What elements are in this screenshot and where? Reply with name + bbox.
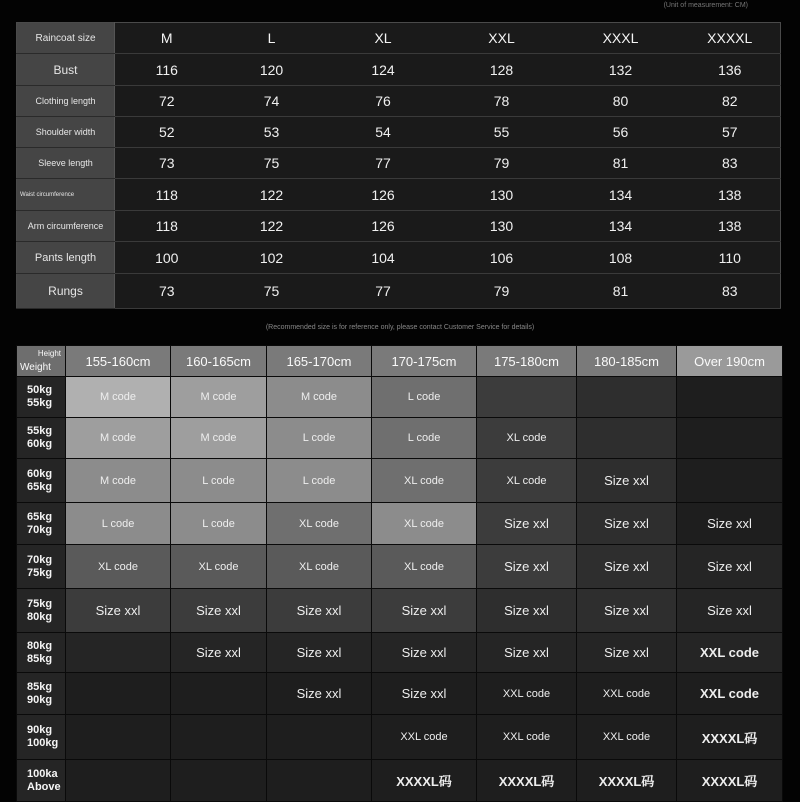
height-col-header: 165-170cm xyxy=(267,346,372,377)
weight-range-label xyxy=(17,545,66,589)
size-value-cell: 106 xyxy=(442,242,562,274)
size-value-cell: 82 xyxy=(680,86,781,117)
size-value-cell: 72 xyxy=(115,86,219,117)
size-value-cell: 81 xyxy=(562,148,680,179)
size-row xyxy=(17,242,781,274)
size-recommendation-cell: XL code xyxy=(477,418,577,459)
size-row xyxy=(17,117,781,148)
size-value-cell: 57 xyxy=(680,117,781,148)
weight-row xyxy=(17,503,783,545)
size-value-cell: 75 xyxy=(219,274,325,309)
size-recommendation-cell: M code xyxy=(171,377,267,418)
size-value-cell: 100 xyxy=(115,242,219,274)
size-recommendation-cell: XL code xyxy=(66,545,171,589)
size-recommendation-table xyxy=(16,345,783,802)
height-header-row xyxy=(17,346,783,377)
size-header-row xyxy=(17,23,781,54)
size-row-label: Pants length xyxy=(17,242,115,274)
size-recommendation-cell: L code xyxy=(372,418,477,459)
size-recommendation-cell xyxy=(677,418,783,459)
size-recommendation-cell xyxy=(171,715,267,760)
size-recommendation-cell: Size xxl xyxy=(372,589,477,633)
size-row xyxy=(17,86,781,117)
unit-note: (Unit of measurement: CM) xyxy=(663,2,748,9)
size-value-cell: 118 xyxy=(115,179,219,211)
size-value-cell: 138 xyxy=(680,179,781,211)
size-value-cell: 79 xyxy=(442,148,562,179)
size-recommendation-cell: XL code xyxy=(372,545,477,589)
weight-range-label xyxy=(17,760,66,802)
size-recommendation-cell xyxy=(267,715,372,760)
weight-row xyxy=(17,418,783,459)
size-recommendation-cell: XXL code xyxy=(677,673,783,715)
weight-row xyxy=(17,760,783,802)
size-row-label: Sleeve length xyxy=(17,148,115,179)
size-recommendation-cell: Size xxl xyxy=(477,589,577,633)
size-recommendation-cell: XL code xyxy=(372,503,477,545)
size-recommendation-cell: XL code xyxy=(372,459,477,503)
size-value-cell: 118 xyxy=(115,211,219,242)
size-recommendation-cell: Size xxl xyxy=(267,589,372,633)
size-col-header: XXXXL xyxy=(680,23,781,54)
size-recommendation-cell: XXL code xyxy=(677,633,783,673)
size-recommendation-cell: M code xyxy=(66,377,171,418)
weight-range-label xyxy=(17,673,66,715)
size-row xyxy=(17,179,781,211)
size-value-cell: 132 xyxy=(562,54,680,86)
weight-from: 55kg xyxy=(27,425,53,437)
weight-from: 70kg xyxy=(27,553,53,566)
weight-row xyxy=(17,633,783,673)
weight-to: 85kg xyxy=(27,652,53,665)
size-value-cell: 83 xyxy=(680,148,781,179)
size-recommendation-cell: XL code xyxy=(171,545,267,589)
size-value-cell: 73 xyxy=(115,148,219,179)
weight-range-label xyxy=(17,715,66,760)
weight-to: 100kg xyxy=(27,737,59,749)
size-recommendation-cell: XL code xyxy=(267,545,372,589)
size-recommendation-cell: L code xyxy=(267,418,372,459)
size-recommendation-cell: Size xxl xyxy=(477,633,577,673)
size-recommendation-cell xyxy=(171,673,267,715)
weight-range-label xyxy=(17,418,66,459)
size-recommendation-cell: Size xxl xyxy=(267,673,372,715)
size-recommendation-cell: M code xyxy=(267,377,372,418)
size-value-cell: 104 xyxy=(325,242,442,274)
recommendation-note: (Recommended size is for reference only, please contact Customer Service for details) xyxy=(265,324,535,331)
size-value-cell: 130 xyxy=(442,211,562,242)
size-recommendation-cell: XXXXL码 xyxy=(677,715,783,760)
size-recommendation-cell: XXXXL码 xyxy=(372,760,477,802)
size-value-cell: 128 xyxy=(442,54,562,86)
size-recommendation-cell: L code xyxy=(171,503,267,545)
size-recommendation-cell: Size xxl xyxy=(677,589,783,633)
size-value-cell: 55 xyxy=(442,117,562,148)
size-recommendation-cell: Size xxl xyxy=(171,633,267,673)
weight-row xyxy=(17,589,783,633)
weight-to: Above xyxy=(27,780,61,793)
size-row xyxy=(17,54,781,86)
size-value-cell: 77 xyxy=(325,148,442,179)
weight-range-label xyxy=(17,633,66,673)
size-value-cell: 120 xyxy=(219,54,325,86)
size-recommendation-cell: XXL code xyxy=(577,715,677,760)
weight-to: 90kg xyxy=(27,693,53,706)
size-header-label: Raincoat size xyxy=(17,23,115,54)
size-recommendation-cell: XXXXL码 xyxy=(477,760,577,802)
size-recommendation-cell xyxy=(267,760,372,802)
size-recommendation-cell: M code xyxy=(171,418,267,459)
size-value-cell: 83 xyxy=(680,274,781,309)
size-recommendation-cell xyxy=(477,377,577,418)
size-value-cell: 138 xyxy=(680,211,781,242)
size-recommendation-cell: XL code xyxy=(267,503,372,545)
size-value-cell: 79 xyxy=(442,274,562,309)
size-recommendation-cell: Size xxl xyxy=(66,589,171,633)
height-col-header: Over 190cm xyxy=(677,346,783,377)
size-value-cell: 53 xyxy=(219,117,325,148)
size-row-label: Waist circumference xyxy=(17,179,115,211)
size-recommendation-cell xyxy=(66,760,171,802)
size-value-cell: 122 xyxy=(219,211,325,242)
size-row-label: Rungs xyxy=(17,274,115,309)
size-recommendation-cell: L code xyxy=(372,377,477,418)
size-value-cell: 124 xyxy=(325,54,442,86)
size-recommendation-cell: XXL code xyxy=(577,673,677,715)
weight-row xyxy=(17,545,783,589)
height-col-header: 175-180cm xyxy=(477,346,577,377)
size-recommendation-cell: XXXXL码 xyxy=(677,760,783,802)
size-recommendation-cell: XL code xyxy=(477,459,577,503)
size-row xyxy=(17,274,781,309)
size-recommendation-cell: Size xxl xyxy=(677,503,783,545)
weight-row xyxy=(17,377,783,418)
size-value-cell: 73 xyxy=(115,274,219,309)
size-value-cell: 77 xyxy=(325,274,442,309)
weight-row xyxy=(17,459,783,503)
size-recommendation-cell: Size xxl xyxy=(267,633,372,673)
size-recommendation-cell: M code xyxy=(66,459,171,503)
height-col-header: 180-185cm xyxy=(577,346,677,377)
weight-row xyxy=(17,673,783,715)
size-value-cell: 74 xyxy=(219,86,325,117)
size-recommendation-cell: Size xxl xyxy=(577,545,677,589)
size-value-cell: 122 xyxy=(219,179,325,211)
size-recommendation-cell: XXL code xyxy=(372,715,477,760)
weight-row xyxy=(17,715,783,760)
weight-to: 55kg xyxy=(27,397,53,409)
height-col-header: 170-175cm xyxy=(372,346,477,377)
weight-from: 75kg xyxy=(27,597,53,610)
size-recommendation-cell: XXL code xyxy=(477,715,577,760)
size-recommendation-cell: L code xyxy=(171,459,267,503)
size-value-cell: 76 xyxy=(325,86,442,117)
size-col-header: XXL xyxy=(442,23,562,54)
weight-to: 70kg xyxy=(27,523,53,536)
size-recommendation-cell: Size xxl xyxy=(477,503,577,545)
weight-to: 80kg xyxy=(27,610,53,623)
height-col-header: 160-165cm xyxy=(171,346,267,377)
size-col-header: XXXL xyxy=(562,23,680,54)
size-value-cell: 56 xyxy=(562,117,680,148)
size-recommendation-cell xyxy=(66,715,171,760)
size-value-cell: 126 xyxy=(325,179,442,211)
size-row-label: Shoulder width xyxy=(17,117,115,148)
weight-corner-label: Weight xyxy=(20,362,51,373)
size-value-cell: 75 xyxy=(219,148,325,179)
size-value-cell: 54 xyxy=(325,117,442,148)
size-value-cell: 80 xyxy=(562,86,680,117)
size-recommendation-cell: Size xxl xyxy=(577,633,677,673)
height-col-header: 155-160cm xyxy=(66,346,171,377)
size-value-cell: 52 xyxy=(115,117,219,148)
size-row xyxy=(17,148,781,179)
size-col-header: L xyxy=(219,23,325,54)
size-recommendation-cell: XXL code xyxy=(477,673,577,715)
size-value-cell: 116 xyxy=(115,54,219,86)
weight-range-label xyxy=(17,503,66,545)
size-row-label: Clothing length xyxy=(17,86,115,117)
size-col-header: XL xyxy=(325,23,442,54)
size-row xyxy=(17,211,781,242)
size-recommendation-cell xyxy=(577,418,677,459)
weight-range-label xyxy=(17,377,66,418)
size-recommendation-cell: Size xxl xyxy=(677,545,783,589)
weight-range-label xyxy=(17,459,66,503)
size-value-cell: 110 xyxy=(680,242,781,274)
size-recommendation-cell xyxy=(66,673,171,715)
weight-to: 60kg xyxy=(27,438,53,450)
size-value-cell: 81 xyxy=(562,274,680,309)
size-chart-table xyxy=(16,22,781,309)
weight-from: 80kg xyxy=(27,639,53,652)
size-recommendation-cell: L code xyxy=(66,503,171,545)
size-value-cell: 108 xyxy=(562,242,680,274)
size-recommendation-cell: Size xxl xyxy=(372,633,477,673)
size-recommendation-cell: Size xxl xyxy=(577,459,677,503)
size-recommendation-cell xyxy=(577,377,677,418)
size-value-cell: 136 xyxy=(680,54,781,86)
weight-to: 75kg xyxy=(27,566,53,579)
size-value-cell: 126 xyxy=(325,211,442,242)
size-recommendation-cell xyxy=(171,760,267,802)
size-recommendation-cell: Size xxl xyxy=(577,589,677,633)
weight-from: 100ka xyxy=(27,767,58,780)
size-value-cell: 78 xyxy=(442,86,562,117)
size-value-cell: 134 xyxy=(562,211,680,242)
size-recommendation-cell: Size xxl xyxy=(577,503,677,545)
weight-from: 65kg xyxy=(27,510,53,523)
size-recommendation-cell: Size xxl xyxy=(372,673,477,715)
weight-range-label xyxy=(17,589,66,633)
size-recommendation-cell: M code xyxy=(66,418,171,459)
size-recommendation-cell xyxy=(66,633,171,673)
weight-from: 90kg xyxy=(27,724,53,736)
size-recommendation-cell: L code xyxy=(267,459,372,503)
weight-from: 85kg xyxy=(27,680,53,693)
size-recommendation-cell: Size xxl xyxy=(171,589,267,633)
size-col-header: M xyxy=(115,23,219,54)
height-corner-label: Height xyxy=(37,349,61,358)
weight-to: 65kg xyxy=(27,480,53,493)
size-recommendation-cell xyxy=(677,459,783,503)
size-recommendation-cell: Size xxl xyxy=(477,545,577,589)
weight-from: 50kg xyxy=(27,384,53,396)
weight-from: 60kg xyxy=(27,467,53,480)
size-recommendation-cell xyxy=(677,377,783,418)
size-value-cell: 130 xyxy=(442,179,562,211)
size-recommendation-cell: XXXXL码 xyxy=(577,760,677,802)
height-weight-corner xyxy=(17,346,66,377)
size-value-cell: 134 xyxy=(562,179,680,211)
size-value-cell: 102 xyxy=(219,242,325,274)
size-row-label: Arm circumference xyxy=(17,211,115,242)
size-row-label: Bust xyxy=(17,54,115,86)
